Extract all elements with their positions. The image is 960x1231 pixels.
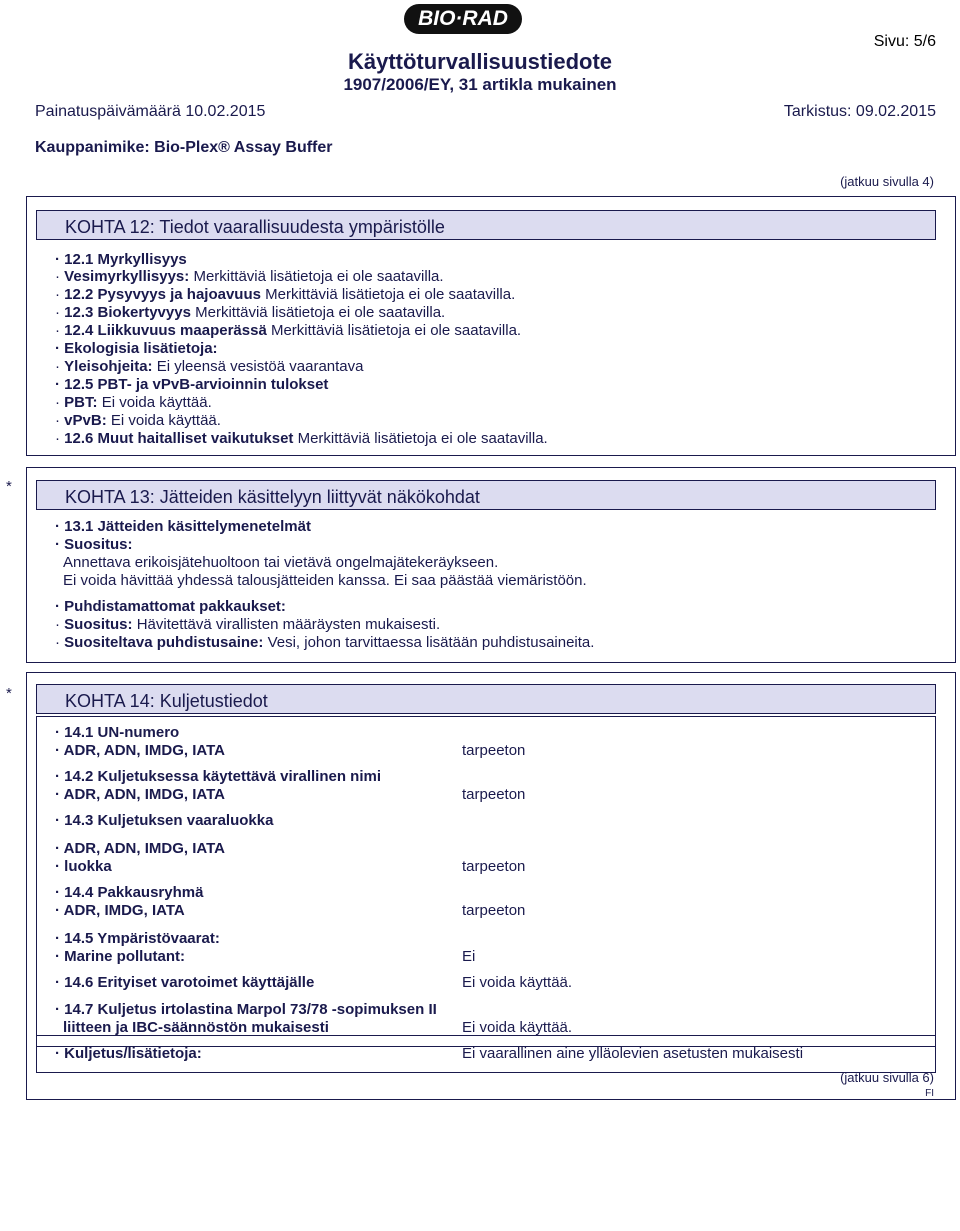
section-12-header <box>36 210 936 240</box>
s12-mobility: · 12.4 Liikkuvuus maaperässä Merkittäviä lisätietoja ei ole saatavilla. <box>55 322 522 339</box>
s13-methods: · 13.1 Jätteiden käsittelymenetelmät <box>55 518 311 535</box>
s13-uncleaned-packaging: · Puhdistamattomat pakkaukset: <box>55 598 286 615</box>
s14-special-precautions: · 14.6 Erityiset varotoimet käyttäjälle <box>55 974 315 991</box>
s12-ecological-info: · Ekologisia lisätietoja: <box>55 340 218 357</box>
logo-text: BIO·RAD <box>418 7 508 30</box>
s13-packaging-recommendation: · Suositus: Hävitettävä virallisten määräysten mukaisesti. <box>55 616 441 633</box>
s13-cleaning-agent: · Suositeltava puhdistusaine: Vesi, johon tarvittaessa lisätään puhdistusaineita. <box>55 634 595 651</box>
section-14-header <box>36 684 936 714</box>
revision-date: Tarkistus: 09.02.2015 <box>783 103 936 120</box>
s14-marine-pollutant: · Marine pollutant: <box>55 948 185 965</box>
s12-other-effects: · 12.6 Muut haitalliset vaikutukset Merkittäviä lisätietoja ei ole saatavilla. <box>55 430 548 447</box>
s12-vpvb: · vPvB: Ei voida käyttää. <box>55 412 221 429</box>
document-title: Käyttöturvallisuustiedote <box>347 49 613 74</box>
section-13-title: KOHTA 13: Jätteiden käsittelyyn liittyvät näkökohdat <box>65 487 480 507</box>
s12-bioaccumulation: · 12.3 Biokertyvyys Merkittäviä lisätietoja ei ole saatavilla. <box>55 304 446 321</box>
s12-toxicity: · 12.1 Myrkyllisyys <box>55 251 187 268</box>
s13-recommendation-text-2: Ei voida hävittää yhdessä talousjätteiden kanssa. Ei saa päästää viemäristöön. <box>63 572 587 589</box>
s14-change-marker: * <box>6 685 12 702</box>
s13-recommendation-text-1: Annettava erikoisjätehuoltoon tai vietävä ongelmajätekeräykseen. <box>63 554 499 571</box>
s12-persistence: · 12.2 Pysyvyys ja hajoavuus Merkittäviä lisätietoja ei ole saatavilla. <box>55 286 516 303</box>
s14-packing-group: · 14.4 Pakkausryhmä <box>55 884 204 901</box>
s14-additional-info: · Kuljetus/lisätietoja: <box>55 1045 202 1062</box>
s14-marine-pollutant-value: Ei <box>462 948 476 965</box>
s14-hazard-class-value: tarpeeton <box>462 858 526 875</box>
s14-un-number-value: tarpeeton <box>462 742 526 759</box>
document-subtitle: 1907/2006/EY, 31 artikla mukainen <box>343 75 617 94</box>
s14-hazard-class-label: · luokka <box>55 858 112 875</box>
language-code: FI <box>925 1088 934 1099</box>
s13-change-marker: * <box>6 478 12 495</box>
s12-general-notes: · Yleisohjeita: Ei yleensä vesistöä vaarantava <box>55 358 364 375</box>
section-12-title: KOHTA 12: Tiedot vaarallisuudesta ympäristölle <box>65 217 445 237</box>
page-number: Sivu: 5/6 <box>873 33 936 50</box>
s14-environmental-hazards: · 14.5 Ympäristövaarat: <box>55 930 220 947</box>
trade-name: Kauppanimike: Bio-Plex® Assay Buffer <box>35 139 333 156</box>
print-date: Painatuspäivämäärä 10.02.2015 <box>35 103 266 120</box>
bio-rad-logo <box>404 4 522 34</box>
s14-special-precautions-value: Ei voida käyttää. <box>462 974 573 991</box>
s13-recommendation: · Suositus: <box>55 536 133 553</box>
s14-un-number-regs: · ADR, ADN, IMDG, IATA <box>55 742 225 759</box>
continued-from: (jatkuu sivulla 4) <box>840 174 934 189</box>
s14-hazard-class: · 14.3 Kuljetuksen vaaraluokka <box>55 812 274 829</box>
s14-shipping-name: · 14.2 Kuljetuksessa käytettävä virallinen nimi <box>55 768 381 785</box>
s12-pbt: · PBT: Ei voida käyttää. <box>55 394 212 411</box>
s14-packing-group-value: tarpeeton <box>462 902 526 919</box>
s12-aquatic-toxicity: · Vesimyrkyllisyys: Merkittäviä lisätietoja ei ole saatavilla. <box>55 268 444 285</box>
s14-transport-table <box>36 716 936 1047</box>
s14-un-number: · 14.1 UN-numero <box>55 724 180 741</box>
s14-packing-group-regs: · ADR, IMDG, IATA <box>55 902 185 919</box>
s14-hazard-class-regs: · ADR, ADN, IMDG, IATA <box>55 840 225 857</box>
s14-bulk-transport-value: Ei voida käyttää. <box>462 1019 573 1036</box>
s14-additional-info-value: Ei vaarallinen aine ylläolevien asetusten mukaisesti <box>462 1045 804 1062</box>
s14-shipping-name-regs: · ADR, ADN, IMDG, IATA <box>55 786 225 803</box>
s12-pbt-results: · 12.5 PBT- ja vPvB-arvioinnin tulokset <box>55 376 329 393</box>
section-14-title: KOHTA 14: Kuljetustiedot <box>65 691 268 711</box>
continued-to: (jatkuu sivulla 6) <box>840 1070 934 1085</box>
section-13-header <box>36 480 936 510</box>
s14-bulk-transport-label: liitteen ja IBC-säännöstön mukaisesti <box>63 1019 329 1036</box>
s14-shipping-name-value: tarpeeton <box>462 786 526 803</box>
s14-bulk-transport: · 14.7 Kuljetus irtolastina Marpol 73/78 -sopimuksen II <box>55 1001 437 1018</box>
